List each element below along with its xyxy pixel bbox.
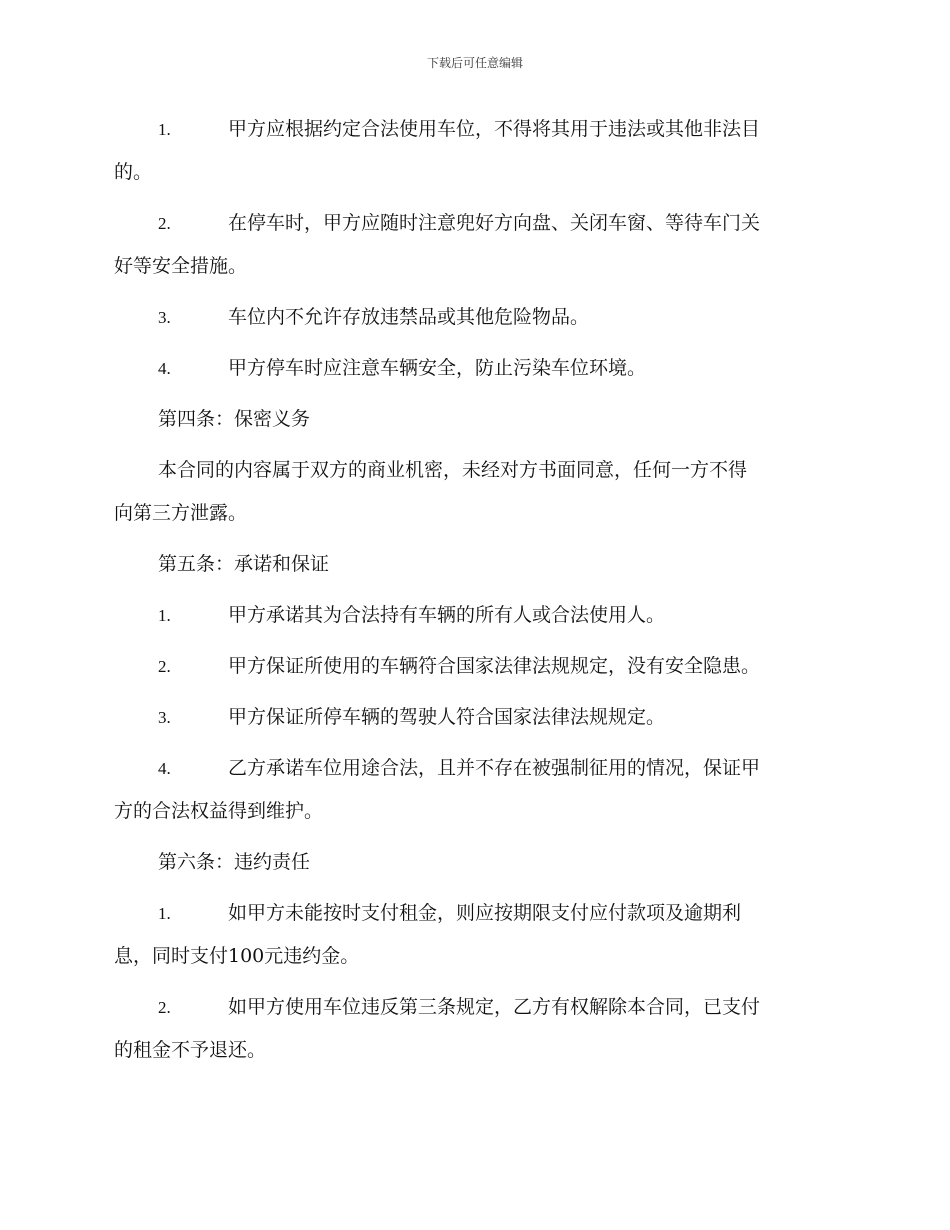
- list-item: [114, 347, 834, 390]
- section-heading: 第五条：承诺和保证: [158, 553, 330, 575]
- list-number: 2.: [158, 657, 171, 676]
- list-item: [114, 108, 834, 194]
- list-text-continued: 方的合法权益得到维护。: [114, 800, 324, 822]
- list-text: 车位内不允许存放违禁品或其他危险物品。: [228, 306, 590, 328]
- list-text: 乙方承诺车位用途合法，且并不存在被强制征用的情况，保证甲: [228, 757, 761, 779]
- list-text: 如甲方使用车位违反第三条规定，乙方有权解除本合同，已支付: [228, 996, 761, 1018]
- paragraph: [114, 449, 834, 535]
- list-item: [114, 696, 834, 739]
- list-number: 3.: [158, 708, 171, 727]
- section-heading: 第四条：保密义务: [158, 408, 311, 430]
- list-item: [114, 296, 834, 339]
- list-text: 如甲方未能按时支付租金，则应按期限支付应付款项及逾期利: [228, 902, 742, 924]
- list-text-continued: 息，同时支付100元违约金。: [114, 945, 360, 967]
- list-text: 在停车时，甲方应随时注意兜好方向盘、关闭车窗、等待车门关: [228, 212, 761, 234]
- list-number: 1.: [158, 904, 171, 923]
- list-number: 4.: [158, 759, 171, 778]
- list-item: [114, 202, 834, 288]
- list-text: 甲方应根据约定合法使用车位，不得将其用于违法或其他非法目: [228, 118, 761, 140]
- list-item: [114, 986, 834, 1072]
- paragraph-text: 本合同的内容属于双方的商业机密，未经对方书面同意，任何一方不得: [158, 459, 748, 481]
- list-text: 甲方停车时应注意车辆安全，防止污染车位环境。: [228, 357, 647, 379]
- page-header: 下载后可任意编辑: [426, 56, 523, 70]
- list-number: 3.: [158, 308, 171, 327]
- list-text: 甲方保证所停车辆的驾驶人符合国家法律法规规定。: [228, 706, 666, 728]
- list-item: [114, 747, 834, 833]
- list-text-continued: 的租金不予退还。: [114, 1039, 267, 1061]
- list-text-continued: 的。: [114, 161, 153, 183]
- list-item: [114, 594, 834, 637]
- list-number: 1.: [158, 120, 171, 139]
- paragraph-text-continued: 向第三方泄露。: [114, 502, 248, 524]
- list-text: 甲方保证所使用的车辆符合国家法律法规规定，没有安全隐患。: [228, 655, 761, 677]
- list-number: 4.: [158, 359, 171, 378]
- list-text: 甲方承诺其为合法持有车辆的所有人或合法使用人。: [228, 604, 666, 626]
- list-number: 2.: [158, 214, 171, 233]
- list-number: 2.: [158, 998, 171, 1017]
- document-body: [114, 108, 834, 1080]
- section-heading: 第六条：违约责任: [158, 851, 311, 873]
- list-number: 1.: [158, 606, 171, 625]
- list-item: [114, 892, 834, 978]
- list-text-continued: 好等安全措施。: [114, 255, 248, 277]
- list-item: [114, 645, 834, 688]
